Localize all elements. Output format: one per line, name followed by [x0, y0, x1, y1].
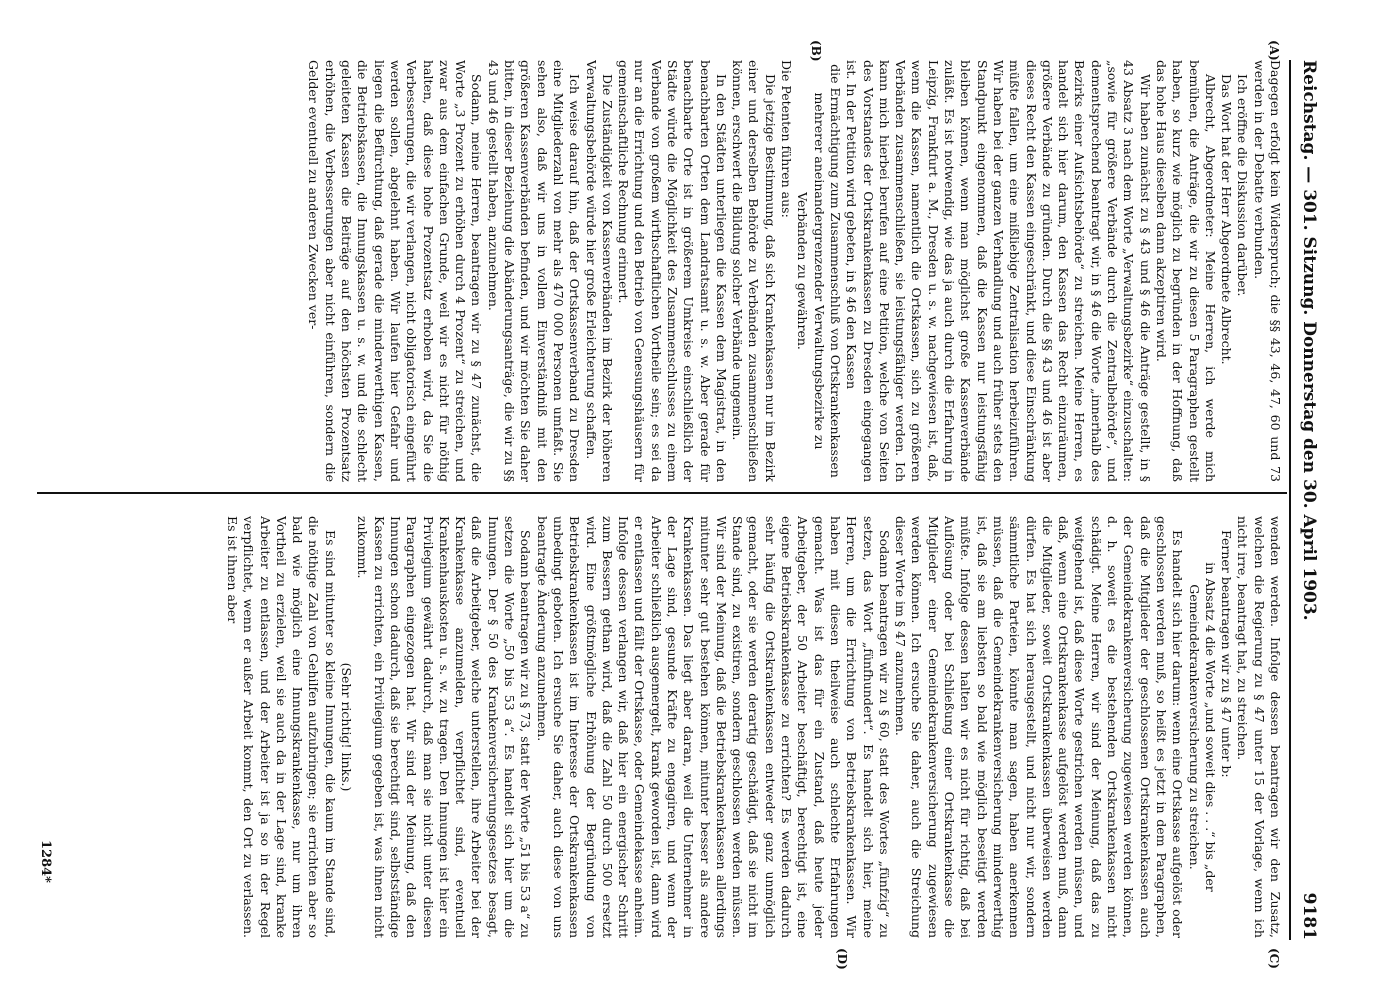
paragraph: Wir haben zunächst zu § 43 und § 46 die Anträge gestellt, in § 43 Absatz 3 nach dem Worte „Verwaltungsbezirke“ einzuschalten: „sowie für größere Verbände durch die Zentralbehörde“, und dementsprechend beantragt wir, in § 46 die Worte „innerhalb des Bezirks einer Aufsichtsbehörde“ zu streichen. Meine Herren, es handelt sich hier darum, den Kassen das Recht einzuräumen, größere Verbände zu gründen. Durch die §§ 43 und 46 ist aber dieses Recht den Kassen eingeschränkt, und diese Einschränkung müßte fallen, um eine mißliebige Zentralisation herbeizuführen. Wir haben bei der ganzen Verhandlung und auch früher stets den Standpunkt eingenommen, daß die Kassen nur leistungsfähig bleiben können, wenn man möglichst große Kassenverbände zuläßt. Es ist notwendig, wie das ja auch durch die Erfahrung in Leipzig, Frankfurt a. M., Dresden u. s. w. nachgewiesen ist, daß, wenn die Kassen, namentlich die Ortskassen, sich zu größeren Verbänden zusammenschließen, sie leistungsfähiger werden. Ich kann mich hierbei berufen auf eine Petition, welche von Seiten des Vorstandes der Ortskrankenkassen zu Dresden eingegangen ist. In der Petition wird gebeten, in § 46 den Kassen: [844, 60, 1153, 482]
quoted-petition: die Ermächtigung zum Zusammenschluß von Ortskrankenkassen mehrerer aneinandergrenzender Verwaltungsbezirke zu Verbänden zu gewähren.: [795, 64, 843, 478]
quoted-petition: Die jetzige Bestimmung, daß sich Krankenkassen nur im Bezirk einer und derselben Behörde zu Verbänden zusammenschließen können, erschwert die Bildung solcher Verbände ungemein.: [730, 60, 778, 482]
margin-marker-b: (B): [809, 40, 823, 62]
paragraph: Es sind mitunter so kleine Innungen, die kaum im Stande sind, die nöthige Zahl von Gehilfen aufzubringen; sie errichten aber so bald wie möglich eine Innungskrankenkasse, nur um ihren Vortheil zu erzielen, weil sie auch da in der Lage sind, kranke Arbeiter zu entlassen, und der Arbeiter ist ja so in der Regel verpflichtet, wenn er außer Arbeit kommt, den Ort zu verlassen. Es ist ihnen aber: [225, 516, 338, 938]
paragraph: Ich eröffne die Diskussion darüber.: [1235, 74, 1251, 297]
margin-marker-c: (C): [1267, 948, 1281, 969]
right-column: [43, 516, 1283, 938]
speaker-paragraph: Albrecht, Abgeordneter: Meine Herren, ich werde mich bemühen, die Anträge, die wir zu diesen 5 Paragraphen gestellt haben, so kurz wie möglich zu begründen in der Hoffnung, daß das hohe Haus dieselben dann akzeptiren wird.: [1153, 60, 1218, 482]
header-rule: [1289, 60, 1291, 940]
paragraph: Die Petenten führen aus:: [779, 60, 795, 218]
running-head: Reichstag. — 301. Sitzung. Donnerstag den 30. April 1903.: [1299, 60, 1319, 621]
paragraph: Das Wort hat der Herr Abgeordnete Albrecht.: [1219, 74, 1235, 365]
left-column: [43, 60, 1283, 482]
quoted-petition: In den Städten unterliegen die Kassen dem Magistrat, in den benachbarten Orten dem Landratsamt u. s. w. Aber gerade für benachbarte Orte ist in größerem Umkreise einschließlich der Städte würde die Möglichkeit des Zusammenschlusses zu einem Verbande von großem wirthschaftlichen Vortheile sein; es sei da nur an die Errichtung und den Betrieb von Genesungshäusern für gemeinschaftliche Rechnung erinnert.: [616, 60, 729, 482]
quoted-petition: Die Zuständigkeit von Kassenverbänden im Bezirk der höheren Verwaltungsbehörde würde hier große Erleichterung schaffen.: [583, 60, 615, 482]
interjection: (Sehr richtig! links.): [339, 662, 355, 792]
page-number: 9181: [1299, 892, 1319, 940]
page-header: [1293, 60, 1323, 940]
paragraph: Sodann beantragen wir zu § 60, statt des Wortes „fünfzig“ zu setzen, das Wort „fünfhundert“. Es handelt sich hier, meine Herren, um die Errichtung von Betriebskrankenkassen. Wir haben mit diesen theilweise auch schlechte Erfahrungen gemacht. Was ist das für ein Zustand, daß heute jeder Arbeitgeber, der 50 Arbeiter beschäftigt, berechtigt ist, eine eigene Betriebskrankenkasse zu errichten? Es werden dadurch sehr häufig die Ortskrankenkassen entweder ganz unmöglich gemacht, oder sie werden derartig geschädigt, daß sie nicht im Stande sind, zu existiren, sondern geschlossen werden müssen. Wir sind der Meinung, daß die Betriebskrankenkassen allerdings mitunter sehr gut bestehen können, mitunter besser als andere Krankenkassen. Das liegt aber daran, weil die Unternehmer in der Lage sind, gesunde Kräfte zu engagiren, und wenn der Arbeiter schließlich ausgemergelt, krank geworden ist, dann wird er entlassen und fällt der Ortskasse, oder Gemeindekasse anheim. Infolge dessen verlangen wir, daß hier ein energischer Schritt zum Bessern gethan wird, daß die Zahl 50 durch 500 ersetzt wird. Eine größtmögliche Erhöhung der Begründung von Betriebskrankenkassen ist im Interesse der Ortskrankenkassen unbedingt geboten. Ich ersuche Sie daher, auch diese von uns beantragte Änderung anzunehmen.: [534, 516, 892, 938]
margin-marker-a: (A): [1267, 40, 1281, 61]
paragraph: Ich weise darauf hin, daß der Ortskassenverband zu Dresden eine Mitgliederzahl von mehr als 470 000 Personen umfaßt. Sie sehen also, daß wir uns in vollem Einverständniß mit den größeren Kassenverbänden befinden, und wir möchten Sie daher bitten, in dieser Beziehung die Abänderungsanträge, die wir zu §§ 43 und 46 gestellt haben, anzunehmen.: [485, 60, 583, 482]
paragraph: Dagegen erfolgt kein Widerspruch; die §§ 43, 46, 47, 60 und 73 werden in der Debatte verbunden.: [1251, 60, 1283, 482]
column-divider: [37, 492, 1287, 494]
margin-marker-d: (D): [835, 948, 849, 970]
paragraph: Sodann, meine Herren, beantragen wir zu § 47 zunächst, die Worte „3 Prozent zu erhöhen durch 4 Prozent“ zu streichen, und zwar aus dem einfachen Grunde, weil wir es nicht für nöthig halten, daß diese hohe Prozentsatz erhoben wird, da Sie die Verbesserungen, die wir verlangen, nicht obligatorisch eingeführt werden sollen, abgelehnt haben. Wir laufen hier Gefahr und liegen die Befürchtung, daß gerade die minderwerthigen Kassen, die Betriebskassen, die Innungskassen u. s. w. und die schlecht geleiteten Kassen die Beiträge auf den höchsten Prozentsatz erhöhen, die Verbesserungen aber nicht einführen, sondern die Gelder eventuell zu anderen Zwecken ver-: [306, 60, 485, 482]
quoted-motion: in Absatz 4 die Worte „und soweit dies . . .“ bis „der Gemeindekrankenversicherung zu streichen.: [1186, 562, 1218, 892]
paragraph: Ferner beantragen wir zu § 47 unter b:: [1219, 530, 1235, 778]
paragraph: wenden werden. Infolge dessen beantragen wir den Zusatz, welchen die Regierung zu § 47 unter 15 der Vorlage, wenn ich nicht irre, beantragt hat, zu streichen.: [1235, 516, 1283, 938]
signature-mark: 1284*: [38, 840, 53, 883]
paragraph: Sodann beantragen wir zu § 73, statt der Worte „51 bis 53 a“ zu setzen die Worte „50 bis 53 a“. Es handelt sich hier um die Innungen. Der § 50 des Krankenversicherungsgesetzes besagt, daß die Arbeitgeber, welche unterstellen, ihre Arbeiter bei der Krankenkasse anzumelden, verpflichtet sind, eventuell Krankenhauskosten u. s. w. zu tragen. Den Innungen ist hier ein Privilegium gewährt dadurch, daß man sie nicht unter diesen Paragraphen eingezogen hat. Wir sind der Meinung, daß den Innungen schon dadurch, daß sie berechtigt sind, selbstständige Kassen zu errichten, ein Privilegium gegeben ist, was ihnen nicht zukommt.: [355, 516, 534, 938]
paragraph: Es handelt sich hier darum: wenn eine Ortskasse aufgelöst oder geschlossen werden muß, so heißt es jetzt in dem Paragraphen, daß die Mitglieder der geschlossenen Ortskrankenkassen auch der Gemeindekrankenversicherung zugewiesen werden können, d. h. soweit es die bestehenden Ortskrankenkassen nicht schädigt. Meine Herren, wir sind der Meinung, daß das zu weitgehend ist, daß diese Worte gestrichen werden müssen, und daß, wenn eine Ortskrankenkasse aufgelöst werden muß, dann die Mitglieder, soweit Ortskrankenkassen überweisen werden dürfen. Es hat sich herausgestellt, und nicht nur wir, sondern sämmtliche Parteien, könnte man sagen, haben anerkennen müssen, daß die Gemeindekrankenversicherung minderwerthig ist, daß sie am liebsten so bald wie möglich beseitigt werden müßte. Infolge dessen halten wir es nicht für richtig, daß bei Auflösung oder bei Schließung einer Ortskrankenkasse die Mitglieder einer Gemeindekrankenversicherung zugewiesen werden können. Ich ersuche Sie daher, auch die Streichung dieser Worte im § 47 anzunehmen.: [893, 516, 1186, 938]
